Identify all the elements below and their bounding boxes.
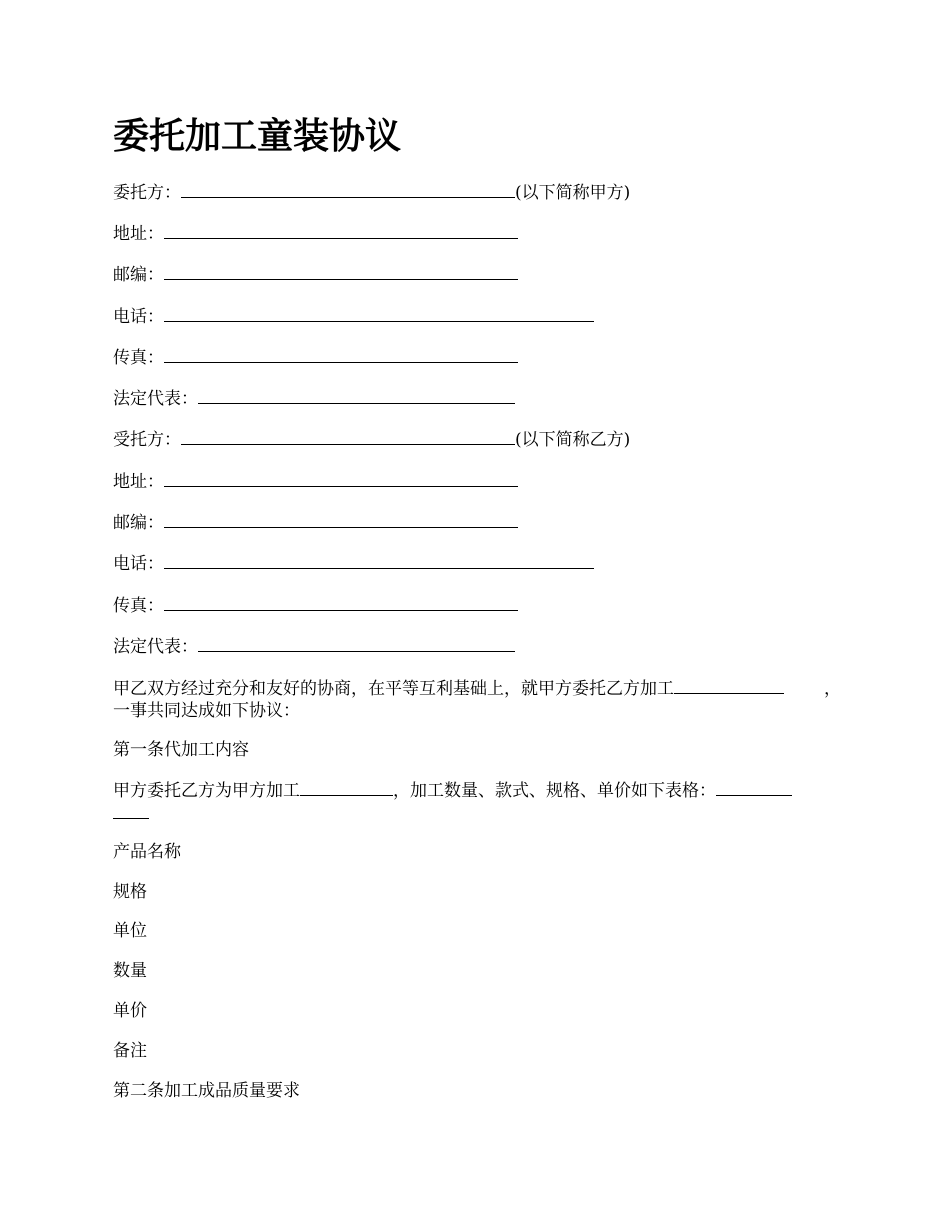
party-b-phone-label: 电话： (113, 554, 164, 574)
party-b-label: 受托方： (113, 430, 181, 450)
article-1-line-2 (113, 802, 853, 825)
party-a-postcode-line (113, 263, 518, 286)
party-a-fax-line (113, 346, 518, 369)
party-b-name-blank[interactable] (181, 428, 515, 445)
table-header-quantity: 数量 (113, 961, 147, 981)
party-a-fax-label: 传真： (113, 348, 164, 368)
article-1-paragraph (113, 779, 853, 825)
intro-line-2: 一事共同达成如下协议： (113, 701, 300, 721)
party-a-address-line (113, 222, 518, 245)
page-title: 委托加工童装协议 (113, 115, 402, 157)
party-a-rep-blank[interactable] (198, 387, 515, 404)
party-b-postcode-line (113, 511, 518, 534)
party-b-suffix: (以下简称乙方) (515, 430, 631, 450)
party-b-phone-blank[interactable] (164, 552, 594, 569)
article-1-table-blank-cont[interactable] (113, 802, 149, 819)
article-1-product-blank[interactable] (300, 779, 393, 796)
party-a-suffix: (以下简称甲方) (515, 183, 631, 203)
table-header-unit: 单位 (113, 921, 147, 941)
party-a-postcode-label: 邮编： (113, 265, 164, 285)
article-1-text-a: 甲方委托乙方为甲方加工 (113, 781, 300, 801)
table-header-remarks: 备注 (113, 1041, 147, 1061)
party-a-rep-line (113, 387, 515, 410)
party-b-fax-blank[interactable] (164, 594, 518, 611)
party-a-phone-blank[interactable] (164, 305, 594, 322)
party-a-name-blank[interactable] (181, 181, 515, 198)
article-1-heading: 第一条代加工内容 (113, 740, 249, 760)
article-1-line-1 (113, 779, 853, 802)
party-a-address-label: 地址： (113, 224, 164, 244)
party-a-line (113, 181, 630, 204)
party-b-rep-label: 法定代表： (113, 637, 198, 657)
party-a-postcode-blank[interactable] (164, 263, 518, 280)
party-b-line (113, 428, 630, 451)
party-b-postcode-label: 邮编： (113, 513, 164, 533)
party-b-postcode-blank[interactable] (164, 511, 518, 528)
party-a-phone-label: 电话： (113, 307, 164, 327)
intro-paragraph (113, 677, 853, 722)
party-a-phone-line (113, 305, 594, 328)
table-header-product-name: 产品名称 (113, 842, 181, 862)
party-b-rep-line (113, 635, 515, 658)
intro-comma: ， (824, 679, 841, 699)
intro-text: 甲乙双方经过充分和友好的协商，在平等互利基础上，就甲方委托乙方加工 (113, 679, 674, 699)
intro-line-1-text (113, 677, 784, 700)
table-header-spec: 规格 (113, 882, 147, 902)
party-b-rep-blank[interactable] (198, 635, 515, 652)
processing-item-blank[interactable] (674, 677, 784, 694)
party-b-address-line (113, 470, 518, 493)
party-b-fax-line (113, 594, 518, 617)
party-a-fax-blank[interactable] (164, 346, 518, 363)
party-a-rep-label: 法定代表： (113, 389, 198, 409)
party-b-address-label: 地址： (113, 472, 164, 492)
party-a-label: 委托方： (113, 183, 181, 203)
article-1-table-blank[interactable] (716, 779, 792, 796)
table-header-unit-price: 单价 (113, 1001, 147, 1021)
party-a-address-blank[interactable] (164, 222, 518, 239)
article-2-heading: 第二条加工成品质量要求 (113, 1081, 300, 1101)
article-1-text-b: ，加工数量、款式、规格、单价如下表格： (393, 781, 716, 801)
party-b-address-blank[interactable] (164, 470, 518, 487)
party-b-phone-line (113, 552, 594, 575)
intro-line-1 (113, 677, 841, 700)
party-b-fax-label: 传真： (113, 596, 164, 616)
